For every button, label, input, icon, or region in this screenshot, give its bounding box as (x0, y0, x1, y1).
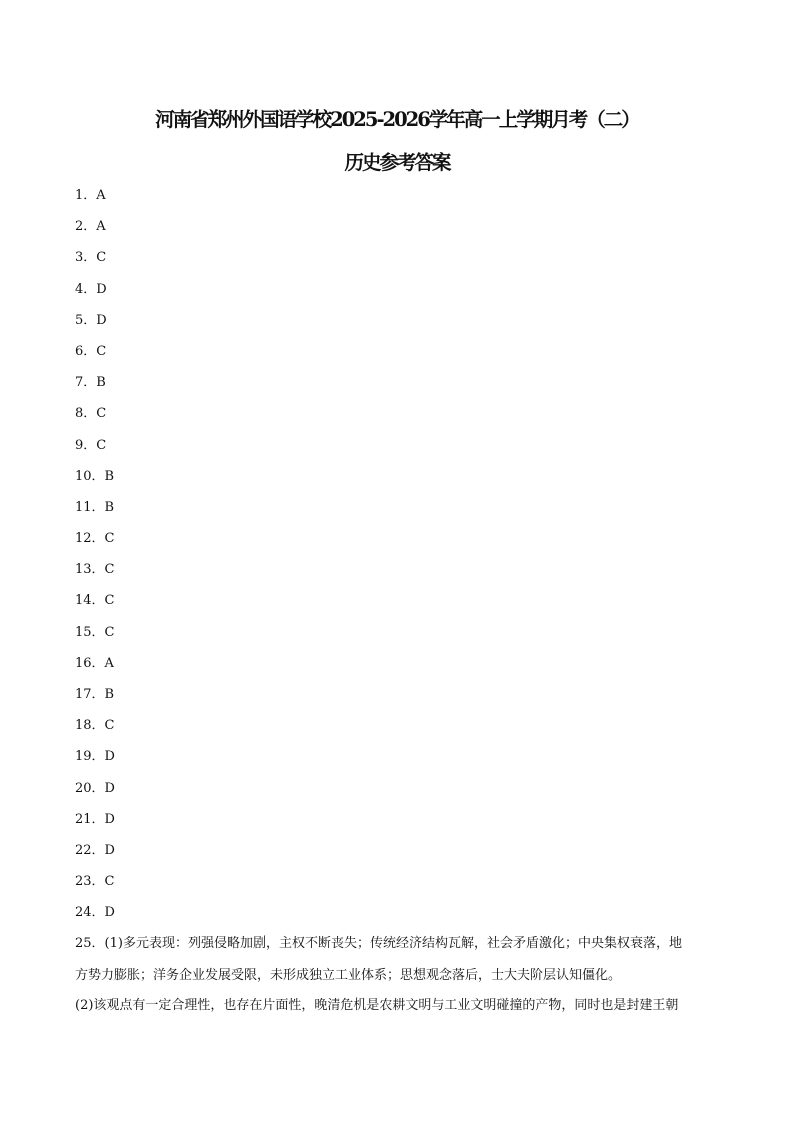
answer-item: 6．C (75, 343, 107, 359)
answer-item: 1．A (75, 188, 106, 203)
answer-item: 8．C (75, 406, 107, 422)
answer-item: 22．D (75, 842, 115, 858)
answer-item: 4．D (75, 281, 107, 297)
answer-list (75, 188, 115, 937)
document-title: 河南省郑州外国语学校2025-2026学年高一上学期月考（二） (155, 108, 639, 131)
answer-item: 20．D (75, 780, 115, 796)
answer-item: 17．B (75, 687, 115, 702)
answer-item: 12．C (75, 531, 115, 547)
answer-item: 21．D (75, 811, 115, 827)
question-25-part1-line2: 方势力膨胀；洋务企业发展受限，未形成独立工业体系；思想观念落后，士大夫阶层认知僵化。 (75, 968, 622, 983)
answer-item: 23．C (75, 874, 115, 890)
answer-item: 18．C (75, 718, 115, 734)
question-25-part1-line1: 25．(1)多元表现：列强侵略加剧，主权不断丧失；传统经济结构瓦解，社会矛盾激化；中央集权衰落，地 (75, 936, 682, 951)
answer-item: 9．C (75, 437, 107, 453)
question-25-part2-line1: (2)该观点有一定合理性，也存在片面性，晚清危机是农耕文明与工业文明碰撞的产物，同时也是封建王朝 (75, 998, 679, 1013)
document-subtitle: 历史参考答案 (344, 151, 450, 174)
answer-item: 3．C (75, 250, 107, 266)
answer-item: 13．C (75, 562, 115, 578)
answer-item: 14．C (75, 593, 115, 609)
answer-item: 10．B (75, 468, 115, 484)
answer-item: 24．D (75, 905, 115, 921)
answer-item: 19．D (75, 749, 115, 765)
answer-item: 15．C (75, 624, 115, 640)
answer-item: 2．A (75, 219, 106, 235)
answer-item: 16．A (75, 655, 114, 671)
answer-item: 5．D (75, 312, 107, 328)
answer-item: 7．B (75, 375, 106, 391)
answer-item: 11．B (75, 499, 115, 515)
